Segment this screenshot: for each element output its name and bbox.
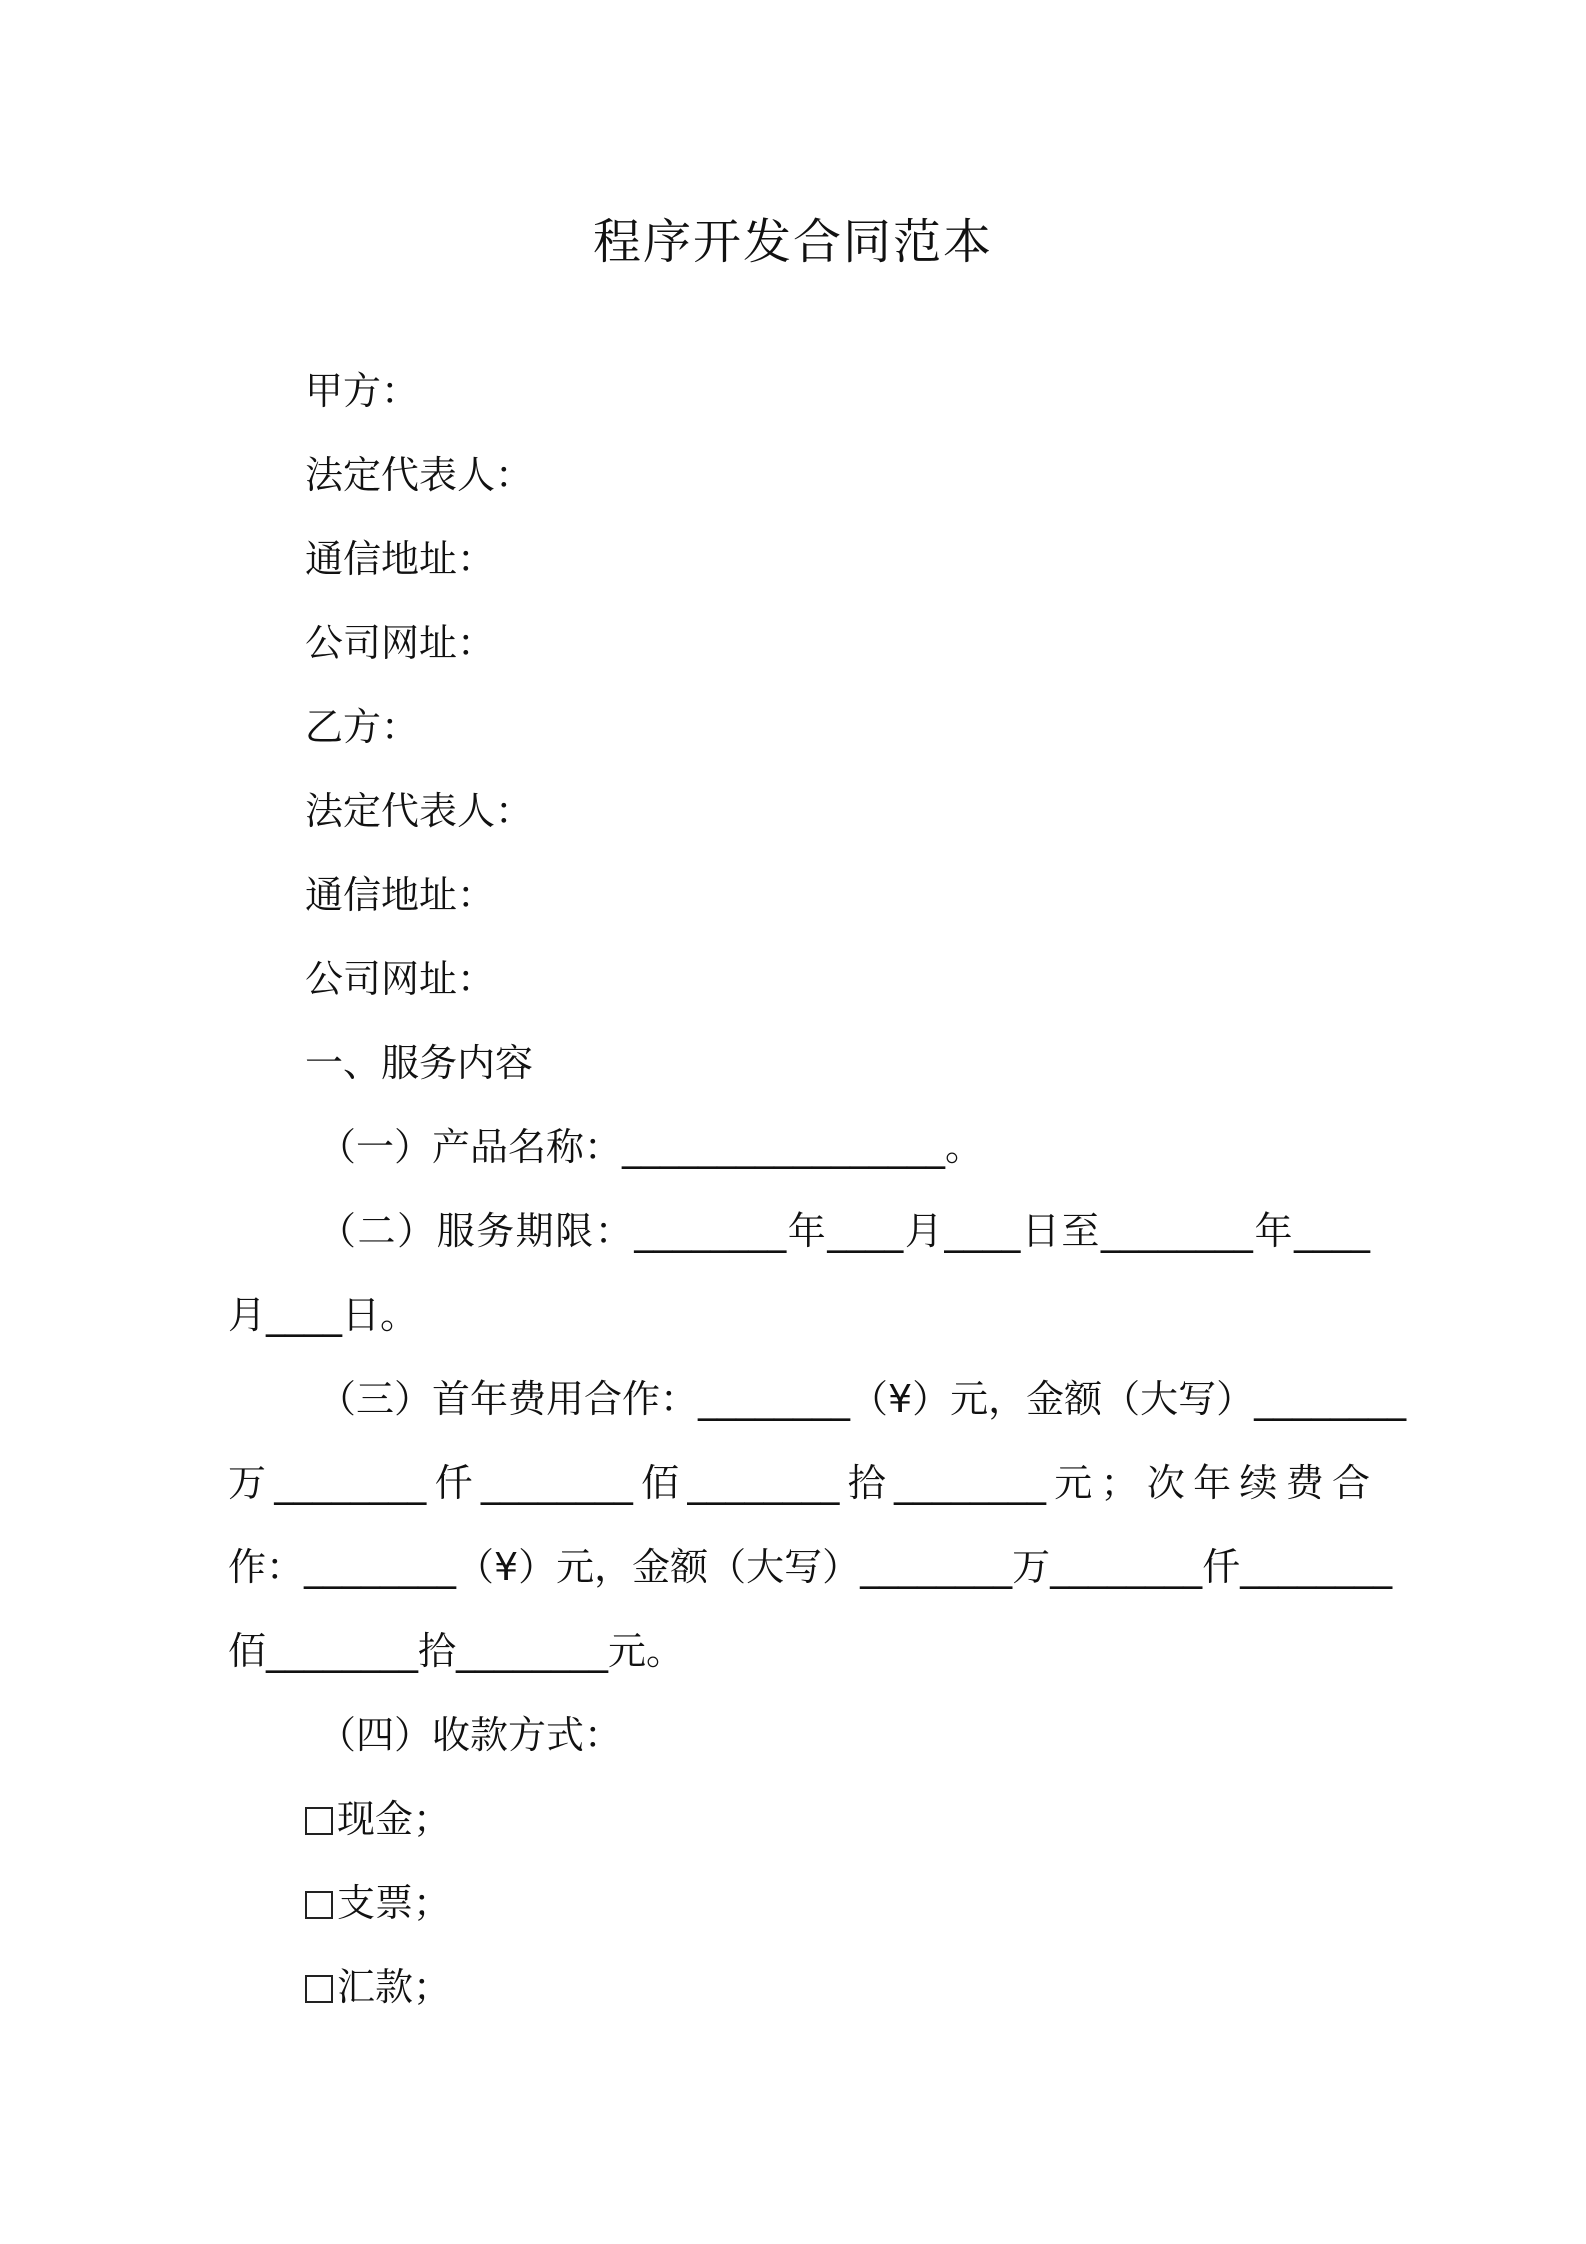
fee-line-1: （三）首年费用合作：________（¥）元，金额（大写）________ (318, 1377, 1407, 1421)
checkbox-icon[interactable] (305, 1807, 333, 1835)
payment-option-transfer[interactable] (305, 1962, 451, 2012)
checkbox-icon[interactable] (305, 1975, 333, 2003)
checkbox-icon[interactable] (305, 1891, 333, 1919)
party-b-label: 乙方： (305, 705, 420, 749)
payment-option-label: 汇款； (337, 1965, 452, 2009)
document-title: 程序开发合同范本 (592, 214, 993, 270)
fee-line-3: 作：________（¥）元，金额（大写）________万________仟________ (228, 1545, 1393, 1589)
party-a-website-label: 公司网址： (305, 621, 496, 665)
service-period-line-2: 月____日。 (228, 1293, 419, 1337)
payment-method-heading: （四）收款方式： (318, 1713, 623, 1757)
party-a-address-label: 通信地址： (305, 537, 496, 581)
fee-line-2: 万________仟________佰________拾________元；次年续费合 (228, 1461, 1370, 1505)
party-a-rep-label: 法定代表人： (305, 453, 534, 497)
party-b-address-label: 通信地址： (305, 873, 496, 917)
party-b-website-label: 公司网址： (305, 957, 496, 1001)
service-period-line-1: （二）服务期限：________年____月____日至________年____ (318, 1209, 1370, 1253)
party-b-rep-label: 法定代表人： (305, 789, 534, 833)
payment-option-check[interactable] (305, 1878, 451, 1928)
section-heading-service: 一、服务内容 (305, 1041, 534, 1085)
party-a-label: 甲方： (305, 369, 420, 413)
product-name-line: （一）产品名称：_________________。 (318, 1125, 984, 1169)
fee-line-4: 佰________拾________元。 (228, 1629, 685, 1673)
payment-option-label: 支票； (337, 1881, 452, 1925)
payment-option-cash[interactable] (305, 1794, 451, 1844)
payment-option-label: 现金； (337, 1797, 452, 1841)
